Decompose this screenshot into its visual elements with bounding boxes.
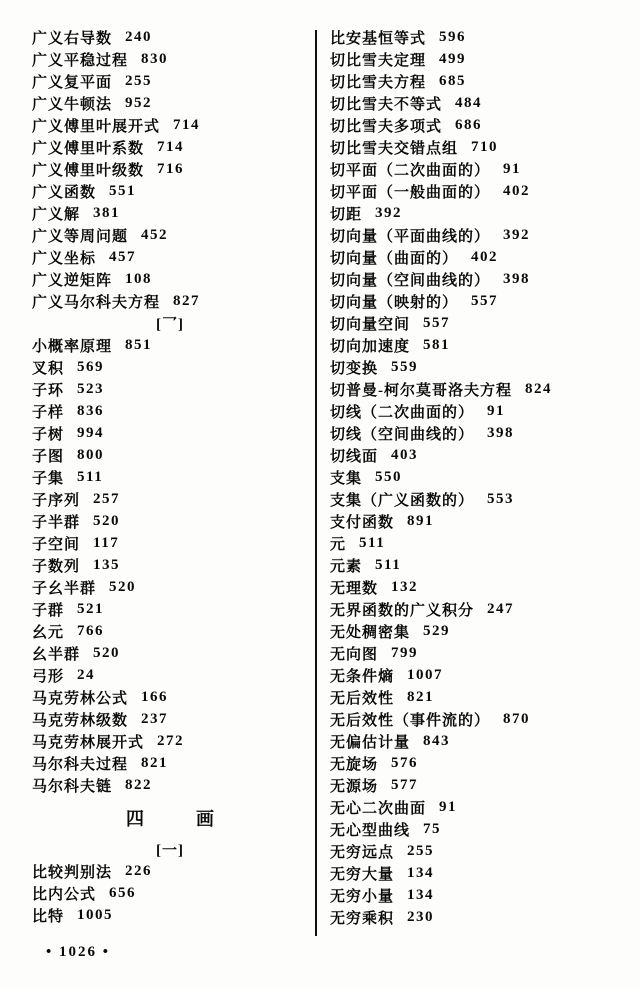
entry-page-number: 821 — [407, 688, 435, 705]
entry-page-number: 569 — [77, 358, 105, 375]
index-entry — [330, 202, 630, 224]
entry-page-number: 398 — [487, 424, 515, 441]
entry-page-number: 851 — [125, 336, 153, 353]
entry-term: 广义逆矩阵 — [32, 272, 113, 289]
entry-page-number: 240 — [125, 28, 153, 45]
index-entry — [32, 466, 308, 488]
folio-page-number: • 1026 • — [46, 944, 111, 960]
index-entry — [32, 774, 308, 796]
entry-page-number: 523 — [77, 380, 105, 397]
entry-term: 切比雪夫交错点组 — [330, 140, 459, 157]
index-entry — [32, 136, 308, 158]
index-entry — [32, 70, 308, 92]
entry-term: 子数列 — [32, 558, 81, 575]
entry-page-number: 520 — [109, 578, 137, 595]
entry-term: 切普曼-柯尔莫哥洛夫方程 — [330, 382, 512, 399]
entry-page-number: 134 — [407, 886, 435, 903]
entry-term: 广义函数 — [32, 184, 97, 201]
entry-term: 无理数 — [330, 580, 379, 597]
entry-page-number: 830 — [141, 50, 169, 67]
heading-character: 四 — [126, 809, 144, 829]
index-entry — [32, 26, 308, 48]
entry-page-number: 557 — [423, 314, 451, 331]
entry-term: 马克劳林级数 — [32, 712, 129, 729]
index-entry — [32, 686, 308, 708]
entry-term: 切线（空间曲线的） — [330, 426, 475, 443]
entry-page-number: 511 — [77, 468, 104, 485]
entry-term: 幺元 — [32, 624, 65, 641]
entry-page-number: 402 — [503, 182, 531, 199]
index-entry — [32, 48, 308, 70]
column-divider-rule — [315, 30, 317, 936]
index-entry — [330, 180, 630, 202]
entry-page-number: 230 — [407, 908, 435, 925]
entry-term: 子图 — [32, 448, 65, 465]
index-entry — [330, 268, 630, 290]
entry-term: 无偏估计量 — [330, 734, 411, 751]
entry-page-number: 91 — [439, 798, 458, 815]
entry-page-number: 870 — [503, 710, 531, 727]
index-entry — [32, 576, 308, 598]
entry-page-number: 108 — [125, 270, 153, 287]
index-entry — [330, 598, 630, 620]
entry-term: 叉积 — [32, 360, 65, 377]
entry-term: 切平面（一般曲面的） — [330, 184, 491, 201]
index-entry — [330, 312, 630, 334]
index-entry — [32, 510, 308, 532]
entry-page-number: 272 — [157, 732, 185, 749]
index-entry — [330, 554, 630, 576]
entry-term: 比特 — [32, 908, 65, 925]
entry-term: 比内公式 — [32, 886, 97, 903]
entry-page-number: 686 — [455, 116, 483, 133]
index-entry — [32, 334, 308, 356]
entry-term: 切向量（空间曲线的） — [330, 272, 491, 289]
entry-term: 元素 — [330, 558, 363, 575]
index-entry — [330, 708, 630, 730]
index-entry — [32, 114, 308, 136]
index-entry — [330, 730, 630, 752]
entry-page-number: 135 — [93, 556, 121, 573]
index-entry — [330, 796, 630, 818]
entry-term: 广义牛顿法 — [32, 96, 113, 113]
index-entry — [330, 70, 630, 92]
entry-page-number: 226 — [125, 862, 153, 879]
entry-term: 支付函数 — [330, 514, 395, 531]
entry-page-number: 403 — [391, 446, 419, 463]
entry-term: 比较判别法 — [32, 864, 113, 881]
entry-page-number: 247 — [487, 600, 515, 617]
entry-page-number: 529 — [423, 622, 451, 639]
index-entry — [330, 510, 630, 532]
entry-page-number: 827 — [173, 292, 201, 309]
entry-page-number: 824 — [525, 380, 552, 397]
entry-page-number: 132 — [391, 578, 419, 595]
entry-term: 子集 — [32, 470, 65, 487]
index-entry — [330, 752, 630, 774]
index-entry — [330, 246, 630, 268]
index-entry — [330, 774, 630, 796]
entry-page-number: 891 — [407, 512, 435, 529]
entry-page-number: 577 — [391, 776, 419, 793]
entry-page-number: 822 — [125, 776, 153, 793]
entry-page-number: 499 — [439, 50, 467, 67]
index-entry — [330, 422, 630, 444]
index-entry — [32, 664, 308, 686]
entry-page-number: 402 — [471, 248, 499, 265]
entry-term: 弓形 — [32, 668, 65, 685]
entry-term: 切距 — [330, 206, 363, 223]
index-entry — [32, 356, 308, 378]
entry-term: 无后效性（事件流的） — [330, 712, 491, 729]
entry-page-number: 550 — [375, 468, 403, 485]
entry-term: 子半群 — [32, 514, 81, 531]
index-entry — [32, 598, 308, 620]
index-entry — [32, 730, 308, 752]
entry-page-number: 836 — [77, 402, 105, 419]
entry-page-number: 117 — [93, 534, 120, 551]
index-entry — [32, 444, 308, 466]
entry-term: 马尔科夫过程 — [32, 756, 129, 773]
entry-term: 切向量（平面曲线的） — [330, 228, 491, 245]
entry-term: 广义傅里叶级数 — [32, 162, 145, 179]
index-entry — [330, 224, 630, 246]
entry-page-number: 511 — [375, 556, 402, 573]
index-entry — [330, 290, 630, 312]
index-entry — [32, 180, 308, 202]
entry-term: 广义平稳过程 — [32, 52, 129, 69]
index-entry — [330, 136, 630, 158]
entry-term: 广义等周问题 — [32, 228, 129, 245]
entry-term: 子群 — [32, 602, 65, 619]
entry-term: 广义右导数 — [32, 30, 113, 47]
entry-term: 无源场 — [330, 778, 379, 795]
index-entry — [32, 224, 308, 246]
entry-term: 子序列 — [32, 492, 81, 509]
entry-term: 切线面 — [330, 448, 379, 465]
entry-term: 广义马尔科夫方程 — [32, 294, 161, 311]
entry-page-number: 559 — [391, 358, 419, 375]
index-entry — [330, 840, 630, 862]
entry-page-number: 166 — [141, 688, 169, 705]
entry-page-number: 710 — [471, 138, 499, 155]
entry-page-number: 75 — [423, 820, 442, 837]
entry-term: 切向加速度 — [330, 338, 411, 355]
entry-term: 比安基恒等式 — [330, 30, 427, 47]
entry-term: 切平面（二次曲面的） — [330, 162, 491, 179]
entry-page-number: 134 — [407, 864, 435, 881]
index-entry — [32, 422, 308, 444]
index-entry — [32, 290, 308, 312]
entry-term: 切线（二次曲面的） — [330, 404, 475, 421]
index-entry — [330, 466, 630, 488]
entry-term: 支集 — [330, 470, 363, 487]
entry-page-number: 576 — [391, 754, 419, 771]
index-column-right — [330, 26, 630, 928]
entry-page-number: 799 — [391, 644, 419, 661]
index-entry — [32, 904, 308, 926]
entry-page-number: 520 — [93, 644, 121, 661]
entry-term: 无界函数的广义积分 — [330, 602, 475, 619]
entry-term: 子样 — [32, 404, 65, 421]
index-entry — [330, 884, 630, 906]
index-entry — [330, 400, 630, 422]
entry-page-number: 581 — [423, 336, 451, 353]
entry-term: 广义傅里叶系数 — [32, 140, 145, 157]
entry-term: 幺半群 — [32, 646, 81, 663]
entry-term: 无穷乘积 — [330, 910, 395, 927]
index-entry — [330, 378, 630, 400]
entry-term: 无心型曲线 — [330, 822, 411, 839]
index-entry — [330, 818, 630, 840]
entry-page-number: 257 — [93, 490, 121, 507]
stroke-group-marker: [乛] — [156, 316, 184, 333]
entry-term: 无处稠密集 — [330, 624, 411, 641]
index-entry — [32, 246, 308, 268]
index-entry — [32, 642, 308, 664]
index-entry — [32, 268, 308, 290]
entry-page-number: 1007 — [407, 666, 444, 683]
entry-page-number: 1005 — [77, 906, 114, 923]
entry-term: 切比雪夫定理 — [330, 52, 427, 69]
index-entry — [330, 158, 630, 180]
entry-page-number: 714 — [157, 138, 185, 155]
entry-term: 无穷远点 — [330, 844, 395, 861]
index-entry — [330, 642, 630, 664]
index-entry — [32, 620, 308, 642]
index-entry — [32, 708, 308, 730]
entry-page-number: 596 — [439, 28, 467, 45]
entry-page-number: 237 — [141, 710, 169, 727]
index-entry — [330, 48, 630, 70]
index-entry — [330, 114, 630, 136]
entry-term: 元 — [330, 536, 347, 553]
entry-term: 广义傅里叶展开式 — [32, 118, 161, 135]
index-entry — [330, 532, 630, 554]
index-entry — [32, 158, 308, 180]
entry-term: 切比雪夫多项式 — [330, 118, 443, 135]
entry-term: 马尔科夫链 — [32, 778, 113, 795]
stroke-group-marker: [一] — [156, 842, 184, 859]
entry-page-number: 381 — [93, 204, 121, 221]
index-entry — [330, 664, 630, 686]
heading-character: 画 — [196, 809, 214, 829]
entry-term: 切向量空间 — [330, 316, 411, 333]
entry-page-number: 557 — [471, 292, 499, 309]
entry-page-number: 255 — [407, 842, 435, 859]
entry-page-number: 452 — [141, 226, 169, 243]
entry-term: 支集（广义函数的） — [330, 492, 475, 509]
index-entry — [330, 906, 630, 928]
entry-term: 马克劳林公式 — [32, 690, 129, 707]
entry-term: 子幺半群 — [32, 580, 97, 597]
index-entry — [32, 554, 308, 576]
index-column-left — [32, 26, 308, 926]
entry-page-number: 551 — [109, 182, 137, 199]
entry-page-number: 685 — [439, 72, 467, 89]
entry-term: 无向图 — [330, 646, 379, 663]
entry-page-number: 398 — [503, 270, 531, 287]
entry-term: 小概率原理 — [32, 338, 113, 355]
entry-page-number: 484 — [455, 94, 483, 111]
entry-term: 无旋场 — [330, 756, 379, 773]
entry-term: 子环 — [32, 382, 65, 399]
index-entry — [330, 488, 630, 510]
entry-page-number: 520 — [93, 512, 121, 529]
index-entry — [330, 620, 630, 642]
entry-page-number: 91 — [503, 160, 522, 177]
entry-term: 子树 — [32, 426, 65, 443]
entry-page-number: 994 — [77, 424, 105, 441]
stroke-count-heading — [32, 805, 308, 831]
entry-page-number: 553 — [487, 490, 515, 507]
index-entry — [330, 576, 630, 598]
entry-page-number: 392 — [503, 226, 531, 243]
entry-term: 无穷小量 — [330, 888, 395, 905]
entry-page-number: 714 — [173, 116, 201, 133]
index-entry — [32, 378, 308, 400]
index-entry — [32, 860, 308, 882]
entry-page-number: 800 — [77, 446, 105, 463]
index-entry — [330, 92, 630, 114]
index-entry — [32, 882, 308, 904]
index-entry — [32, 400, 308, 422]
entry-term: 马克劳林展开式 — [32, 734, 145, 751]
entry-page-number: 457 — [109, 248, 137, 265]
index-entry — [330, 356, 630, 378]
entry-term: 无穷大量 — [330, 866, 395, 883]
entry-term: 切向量（映射的） — [330, 294, 459, 311]
entry-term: 子空间 — [32, 536, 81, 553]
index-entry — [330, 334, 630, 356]
entry-page-number: 952 — [125, 94, 153, 111]
index-entry — [330, 686, 630, 708]
entry-page-number: 24 — [77, 666, 96, 683]
entry-page-number: 843 — [423, 732, 451, 749]
index-entry — [32, 92, 308, 114]
index-entry — [32, 532, 308, 554]
entry-page-number: 91 — [487, 402, 506, 419]
entry-term: 广义解 — [32, 206, 81, 223]
index-entry — [32, 752, 308, 774]
entry-term: 切向量（曲面的） — [330, 250, 459, 267]
entry-page-number: 392 — [375, 204, 403, 221]
entry-page-number: 656 — [109, 884, 137, 901]
entry-term: 切比雪夫方程 — [330, 74, 427, 91]
entry-page-number: 511 — [359, 534, 386, 551]
index-entry — [32, 202, 308, 224]
index-entry — [32, 488, 308, 510]
entry-page-number: 521 — [77, 600, 105, 617]
index-entry — [330, 26, 630, 48]
entry-page-number: 766 — [77, 622, 105, 639]
entry-term: 切变换 — [330, 360, 379, 377]
index-entry — [330, 862, 630, 884]
entry-page-number: 821 — [141, 754, 169, 771]
entry-page-number: 255 — [125, 72, 153, 89]
entry-term: 切比雪夫不等式 — [330, 96, 443, 113]
entry-page-number: 716 — [157, 160, 185, 177]
entry-term: 广义复平面 — [32, 74, 113, 91]
entry-term: 无后效性 — [330, 690, 395, 707]
index-entry — [330, 444, 630, 466]
entry-term: 无心二次曲面 — [330, 800, 427, 817]
entry-term: 广义坐标 — [32, 250, 97, 267]
entry-term: 无条件熵 — [330, 668, 395, 685]
